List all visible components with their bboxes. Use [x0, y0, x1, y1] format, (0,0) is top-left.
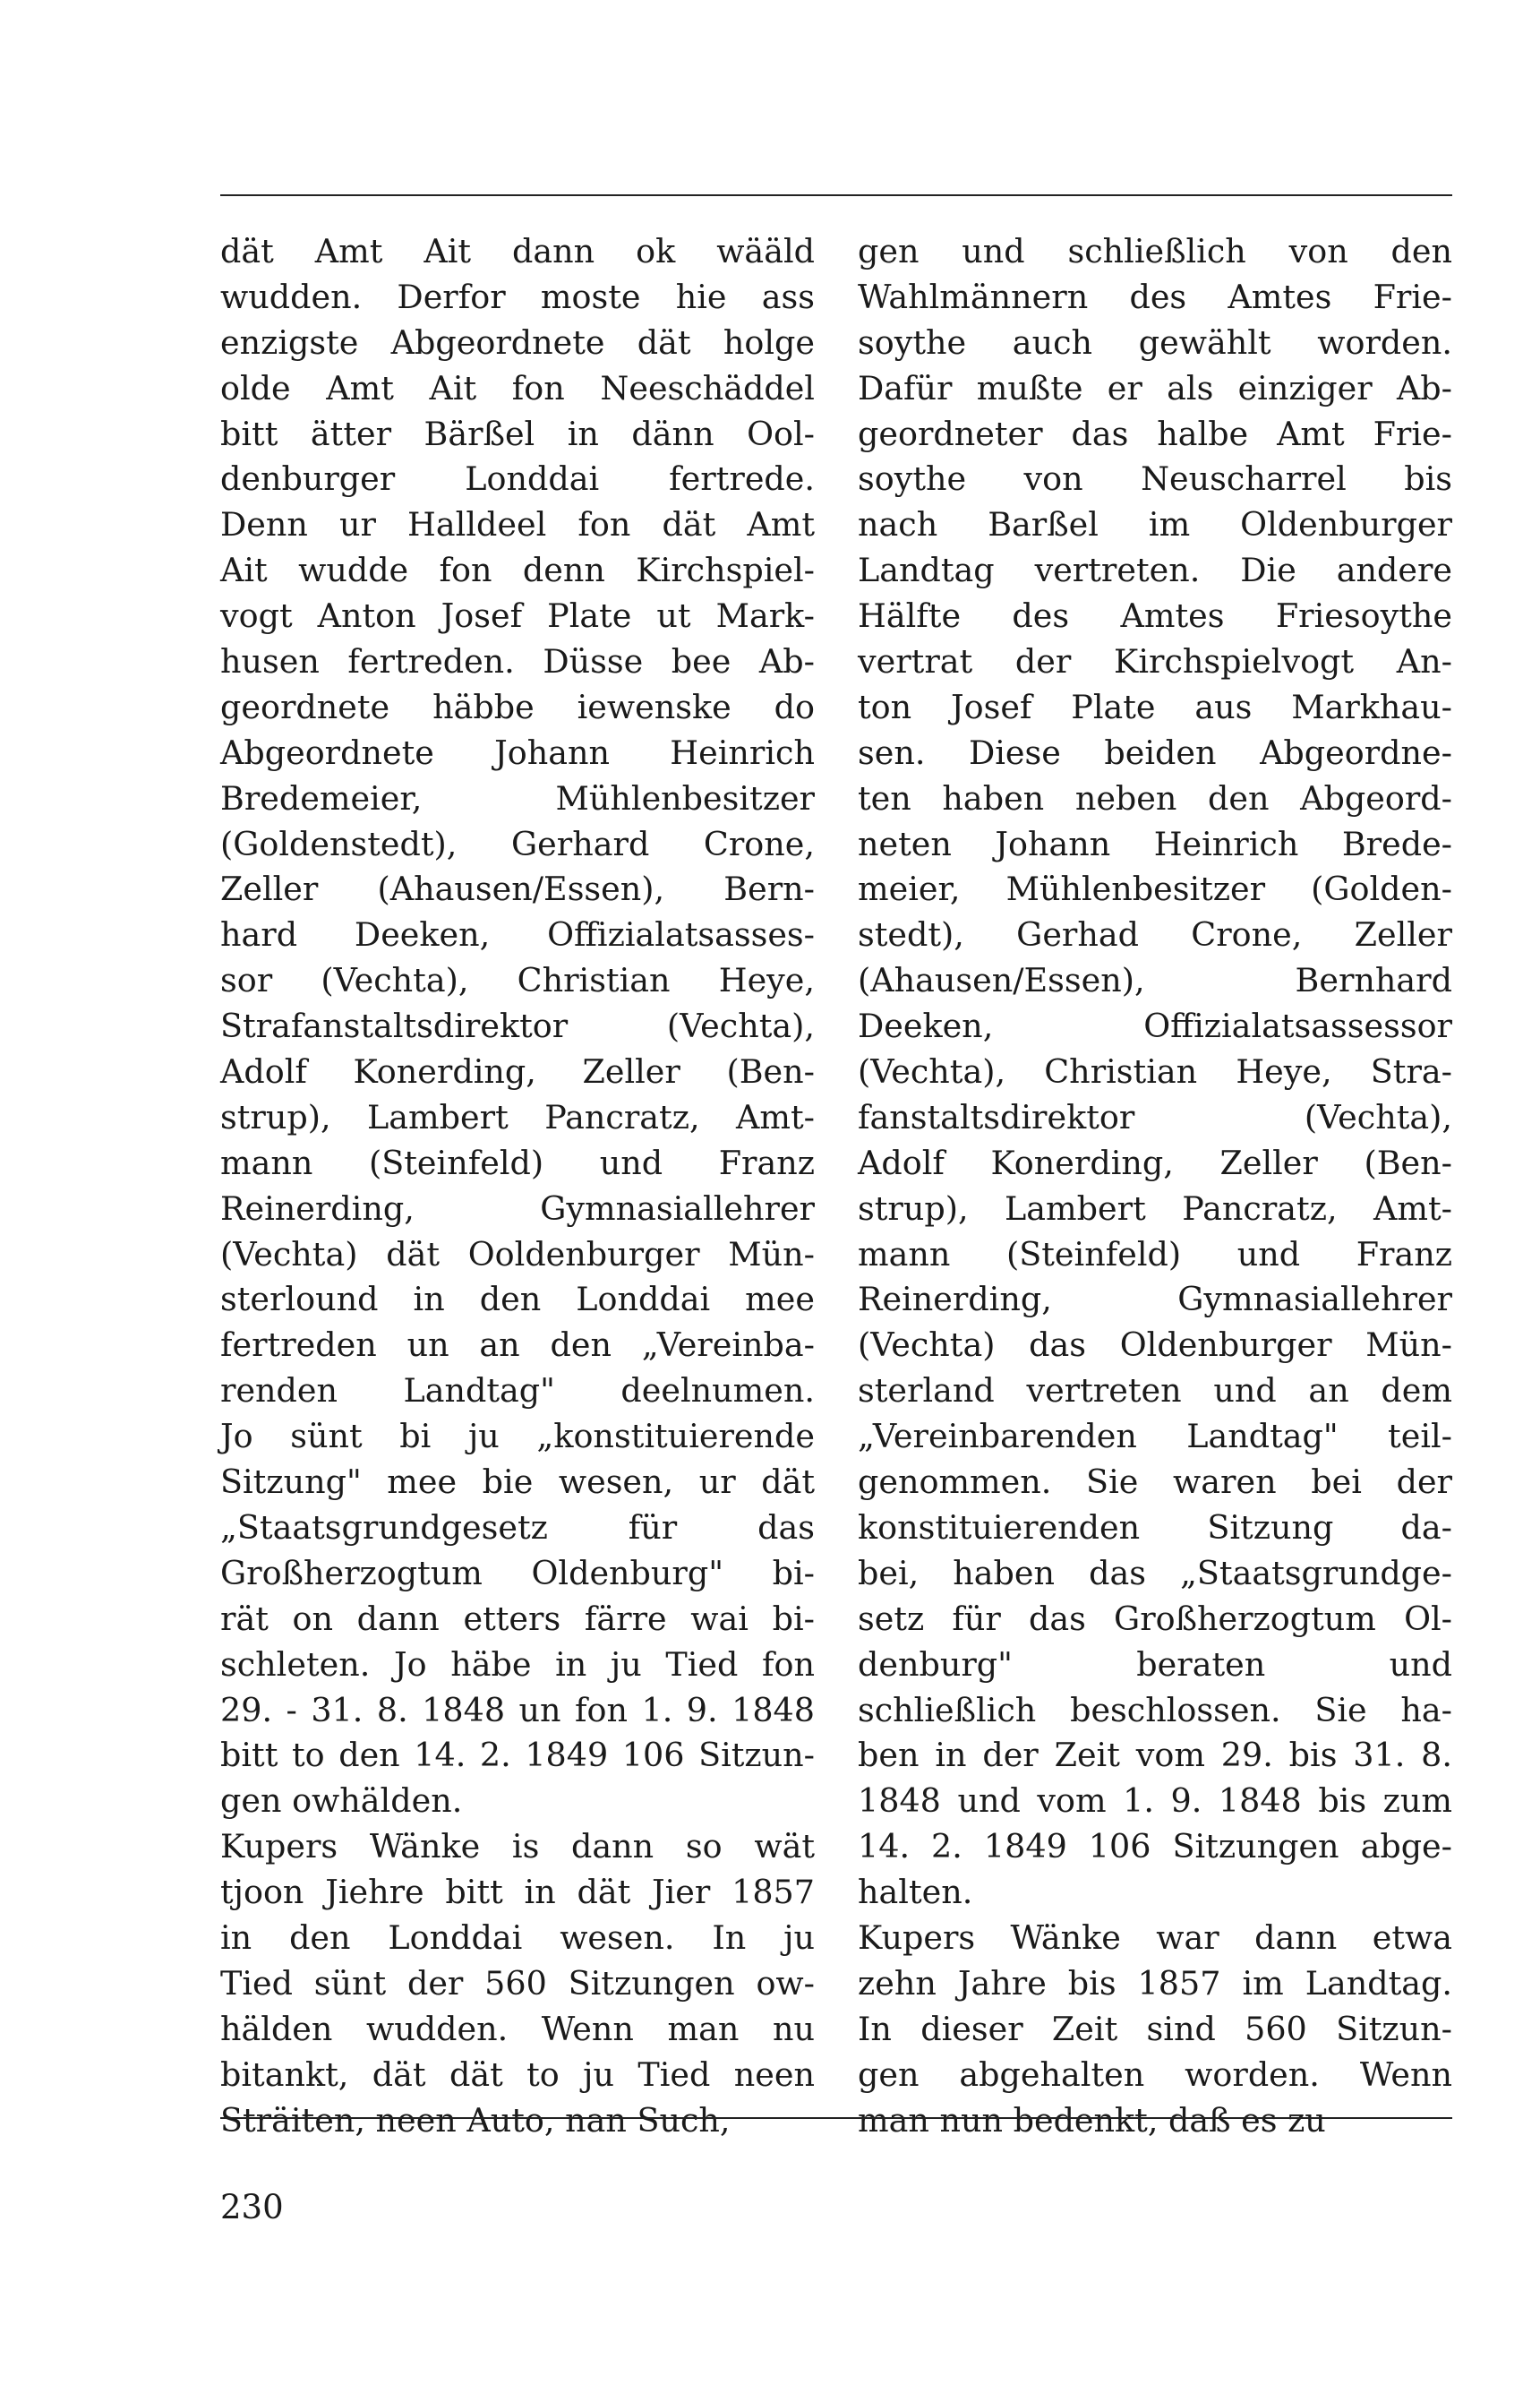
text-line: Kupers Wänke is dann so wät: [220, 1827, 815, 1866]
text-line: „Staatsgrundgesetz für das: [220, 1507, 815, 1547]
text-line: mann (Steinfeld) und Franz: [858, 1234, 1452, 1274]
text-line: schleten. Jo häbe in ju Tied fon: [220, 1644, 815, 1684]
text-line: denburg" beraten und: [858, 1644, 1452, 1684]
text-line: bitt to den 14. 2. 1849 106 Sitzun-: [220, 1736, 815, 1775]
text-line: „Vereinbarenden Landtag" teil-: [858, 1417, 1452, 1456]
text-line: olde Amt Ait fon Neeschäddel: [220, 368, 815, 407]
text-line: dät Amt Ait dann ok wääld: [220, 232, 815, 270]
text-line: 14. 2. 1849 106 Sitzungen abge-: [858, 1827, 1452, 1866]
text-line: geordneter das halbe Amt Frie-: [858, 414, 1452, 453]
footer-rule: [220, 2117, 1452, 2119]
text-line: meier, Mühlenbesitzer (Golden-: [858, 870, 1452, 909]
text-line: strup), Lambert Pancratz, Amt-: [858, 1188, 1452, 1228]
text-line: neten Johann Heinrich Brede-: [858, 824, 1452, 863]
text-line: (Vechta) das Oldenburger Mün-: [858, 1325, 1452, 1365]
text-line: soythe von Neuscharrel bis: [858, 459, 1452, 499]
text-line: konstituierenden Sitzung da-: [858, 1507, 1452, 1547]
text-line: Adolf Konerding, Zeller (Ben-: [858, 1143, 1452, 1182]
text-line: Jo sünt bi ju „konstituierende: [220, 1417, 815, 1456]
text-line: ten haben neben den Abgeord-: [858, 778, 1452, 818]
text-line: Tied sünt der 560 Sitzungen ow-: [220, 1963, 815, 2003]
text-line: Deeken, Offizialatsassessor: [858, 1007, 1452, 1046]
text-line: denburger Londdai fertrede.: [220, 459, 815, 499]
text-line: gen owhälden.: [220, 1781, 463, 1821]
text-line: nach Barßel im Oldenburger: [858, 505, 1452, 545]
text-line: Strafanstaltsdirektor (Vechta),: [220, 1007, 815, 1046]
text-line: 29. - 31. 8. 1848 un fon 1. 9. 1848: [220, 1690, 815, 1729]
text-line: Zeller (Ahausen/Essen), Bern-: [220, 870, 815, 909]
text-line: bitankt, dät dät to ju Tied neen: [220, 2054, 815, 2094]
text-line: in den Londdai wesen. In ju: [220, 1917, 815, 1957]
text-column-left: [220, 229, 815, 2143]
text-line: Kupers Wänke war dann etwa: [858, 1917, 1452, 1957]
text-line: 1848 und vom 1. 9. 1848 bis zum: [858, 1781, 1452, 1821]
text-line: (Vechta), Christian Heye, Stra-: [858, 1052, 1452, 1092]
header-rule: [220, 194, 1452, 196]
text-line: strup), Lambert Pancratz, Amt-: [220, 1097, 815, 1136]
text-line: vertrat der Kirchspielvogt An-: [858, 642, 1452, 682]
text-line: (Ahausen/Essen), Bernhard: [858, 961, 1452, 1000]
text-line: Großherzogtum Oldenburg" bi-: [220, 1553, 815, 1592]
text-line: soythe auch gewählt worden.: [858, 322, 1452, 362]
text-line: sen. Diese beiden Abgeordne-: [858, 733, 1452, 772]
text-line: Wahlmännern des Amtes Frie-: [858, 277, 1452, 316]
text-line: rät on dann etters färre wai bi-: [220, 1599, 815, 1638]
text-line: Sitzung" mee bie wesen, ur dät: [220, 1462, 815, 1502]
text-line: mann (Steinfeld) und Franz: [220, 1143, 815, 1182]
text-line: Landtag vertreten. Die andere: [858, 551, 1452, 590]
text-line: bei, haben das „Staatsgrundge-: [858, 1553, 1452, 1592]
text-column-right: [858, 229, 1452, 2143]
text-line: geordnete häbbe iewenske do: [220, 687, 815, 726]
text-line: Adolf Konerding, Zeller (Ben-: [220, 1052, 815, 1092]
text-line: stedt), Gerhad Crone, Zeller: [858, 915, 1452, 955]
text-line: gen abgehalten worden. Wenn: [858, 2054, 1452, 2094]
text-line: Dafür mußte er als einziger Ab-: [858, 368, 1452, 407]
text-line: Ait wudde fon denn Kirchspiel-: [220, 551, 815, 590]
text-line: Reinerding, Gymnasiallehrer: [858, 1280, 1452, 1319]
text-line: tjoon Jiehre bitt in dät Jier 1857: [220, 1873, 815, 1912]
text-line: (Vechta) dät Ooldenburger Mün-: [220, 1234, 815, 1274]
text-line: gen und schließlich von den: [858, 232, 1452, 270]
text-line: husen fertreden. Düsse bee Ab-: [220, 642, 815, 682]
text-line: halten.: [858, 1873, 973, 1912]
text-line: renden Landtag" deelnumen.: [220, 1371, 815, 1411]
text-line: Denn ur Halldeel fon dät Amt: [220, 505, 815, 545]
text-line: schließlich beschlossen. Sie ha-: [858, 1690, 1452, 1729]
text-line: sor (Vechta), Christian Heye,: [220, 961, 815, 1000]
text-line: hälden wudden. Wenn man nu: [220, 2009, 815, 2048]
text-line: setz für das Großherzogtum Ol-: [858, 1599, 1452, 1638]
text-line: fanstaltsdirektor (Vechta),: [858, 1097, 1452, 1136]
page-number: 230: [220, 2188, 284, 2226]
text-line: ben in der Zeit vom 29. bis 31. 8.: [858, 1736, 1452, 1775]
text-line: sterland vertreten und an dem: [858, 1371, 1452, 1411]
text-line: fertreden un an den „Vereinba-: [220, 1325, 815, 1365]
text-line: Sträiten, neen Auto, nan Such,: [220, 2100, 731, 2140]
text-line: ton Josef Plate aus Markhau-: [858, 687, 1452, 726]
text-line: enzigste Abgeordnete dät holge: [220, 322, 815, 362]
text-line: Hälfte des Amtes Friesoythe: [858, 596, 1452, 636]
text-line: Abgeordnete Johann Heinrich: [220, 733, 815, 772]
text-line: wudden. Derfor moste hie ass: [220, 277, 815, 316]
text-line: vogt Anton Josef Plate ut Mark-: [220, 596, 815, 636]
text-line: (Goldenstedt), Gerhard Crone,: [220, 824, 815, 863]
text-line: In dieser Zeit sind 560 Sitzun-: [858, 2009, 1452, 2048]
text-line: man nun bedenkt, daß es zu: [858, 2100, 1326, 2140]
text-line: hard Deeken, Offizialatsasses-: [220, 915, 815, 955]
text-line: genommen. Sie waren bei der: [858, 1462, 1452, 1502]
text-line: zehn Jahre bis 1857 im Landtag.: [858, 1963, 1452, 2003]
text-line: bitt ätter Bärßel in dänn Ool-: [220, 414, 815, 453]
text-line: Bredemeier, Mühlenbesitzer: [220, 778, 815, 818]
text-line: Reinerding, Gymnasiallehrer: [220, 1188, 815, 1228]
text-line: sterlound in den Londdai mee: [220, 1280, 815, 1319]
